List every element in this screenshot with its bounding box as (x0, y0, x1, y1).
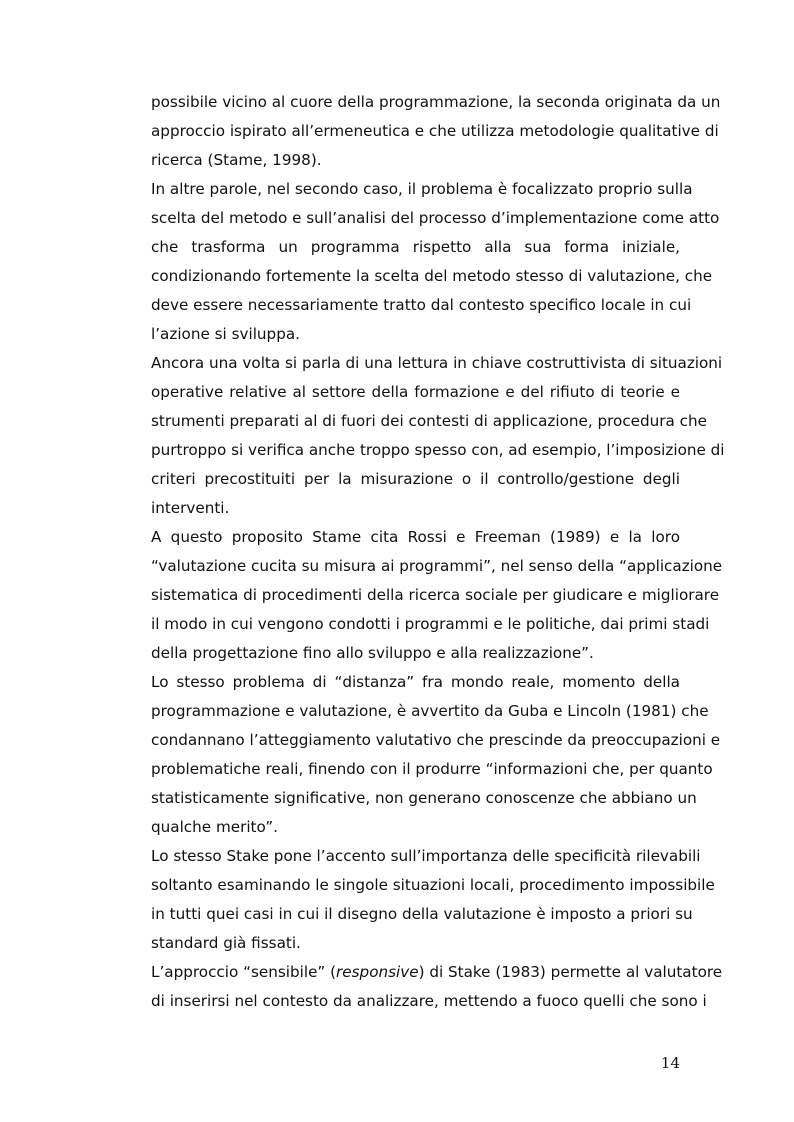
text-line: interventi. (151, 499, 230, 517)
text-line: problematiche reali, finendo con il produrre “informazioni che, per quanto (151, 760, 713, 778)
text-line-responsive (151, 958, 723, 987)
text-line: purtroppo si verifica anche troppo spesso con, ad esempio, l’imposizione di (151, 441, 725, 459)
text-line: della progettazione fino allo sviluppo e alla realizzazione”. (151, 644, 594, 662)
text-line: scelta del metodo e sull’analisi del processo d’implementazione come atto (151, 209, 720, 227)
text-line: possibile vicino al cuore della programmazione, la seconda originata da un (151, 93, 721, 111)
text-line: strumenti preparati al di fuori dei contesti di applicazione, procedura che (151, 412, 707, 430)
page-number: 14 (660, 1054, 680, 1072)
body-text (151, 88, 725, 1016)
text-line: In altre parole, nel secondo caso, il problema è focalizzato proprio sulla (151, 180, 693, 198)
text-line: A questo proposito Stame cita Rossi e Freeman (1989) e la loro (151, 528, 680, 546)
text-line: Ancora una volta si parla di una lettura in chiave costruttivista di situazioni (151, 354, 723, 372)
text-line: qualche merito”. (151, 818, 278, 836)
text-line: condizionando fortemente la scelta del metodo stesso di valutazione, che (151, 267, 713, 285)
text-segment: L’approccio “sensibile” ( (151, 963, 337, 981)
text-line: l’azione si sviluppa. (151, 325, 300, 343)
text-line: il modo in cui vengono condotti i programmi e le politiche, dai primi stadi (151, 615, 710, 633)
text-line: programmazione e valutazione, è avvertito da Guba e Lincoln (1981) che (151, 702, 709, 720)
text-line: standard già fissati. (151, 934, 301, 952)
text-line: che trasforma un programma rispetto alla sua forma iniziale, (151, 238, 680, 256)
text-line: sistematica di procedimenti della ricerca sociale per giudicare e migliorare (151, 586, 720, 604)
text-line: in tutti quei casi in cui il disegno della valutazione è imposto a priori su (151, 905, 693, 923)
text-line: Lo stesso Stake pone l’accento sull’importanza delle specificità rilevabili (151, 847, 701, 865)
text-line: Lo stesso problema di “distanza” fra mondo reale, momento della (151, 673, 680, 691)
text-line: deve essere necessariamente tratto dal contesto specifico locale in cui (151, 296, 692, 314)
text-line: criteri precostituiti per la misurazione o il controllo/gestione degli (151, 470, 680, 488)
text-segment: ) di Stake (1983) permette al valutatore (418, 963, 723, 981)
text-line: approccio ispirato all’ermeneutica e che utilizza metodologie qualitative di (151, 122, 719, 140)
text-line: “valutazione cucita su misura ai programmi”, nel senso della “applicazione (151, 557, 723, 575)
text-line-final: di inserirsi nel contesto da analizzare, mettendo a fuoco quelli che sono i (151, 992, 707, 1010)
text-line: condannano l’atteggiamento valutativo che prescinde da preoccupazioni e (151, 731, 721, 749)
text-line: ricerca (Stame, 1998). (151, 151, 322, 169)
text-lines (151, 88, 725, 958)
text-line: statisticamente significative, non generano conoscenze che abbiano un (151, 789, 697, 807)
italic-term: responsive (336, 963, 419, 981)
text-line: operative relative al settore della formazione e del rifiuto di teorie e (151, 383, 680, 401)
text-line: soltanto esaminando le singole situazioni locali, procedimento impossibile (151, 876, 715, 894)
